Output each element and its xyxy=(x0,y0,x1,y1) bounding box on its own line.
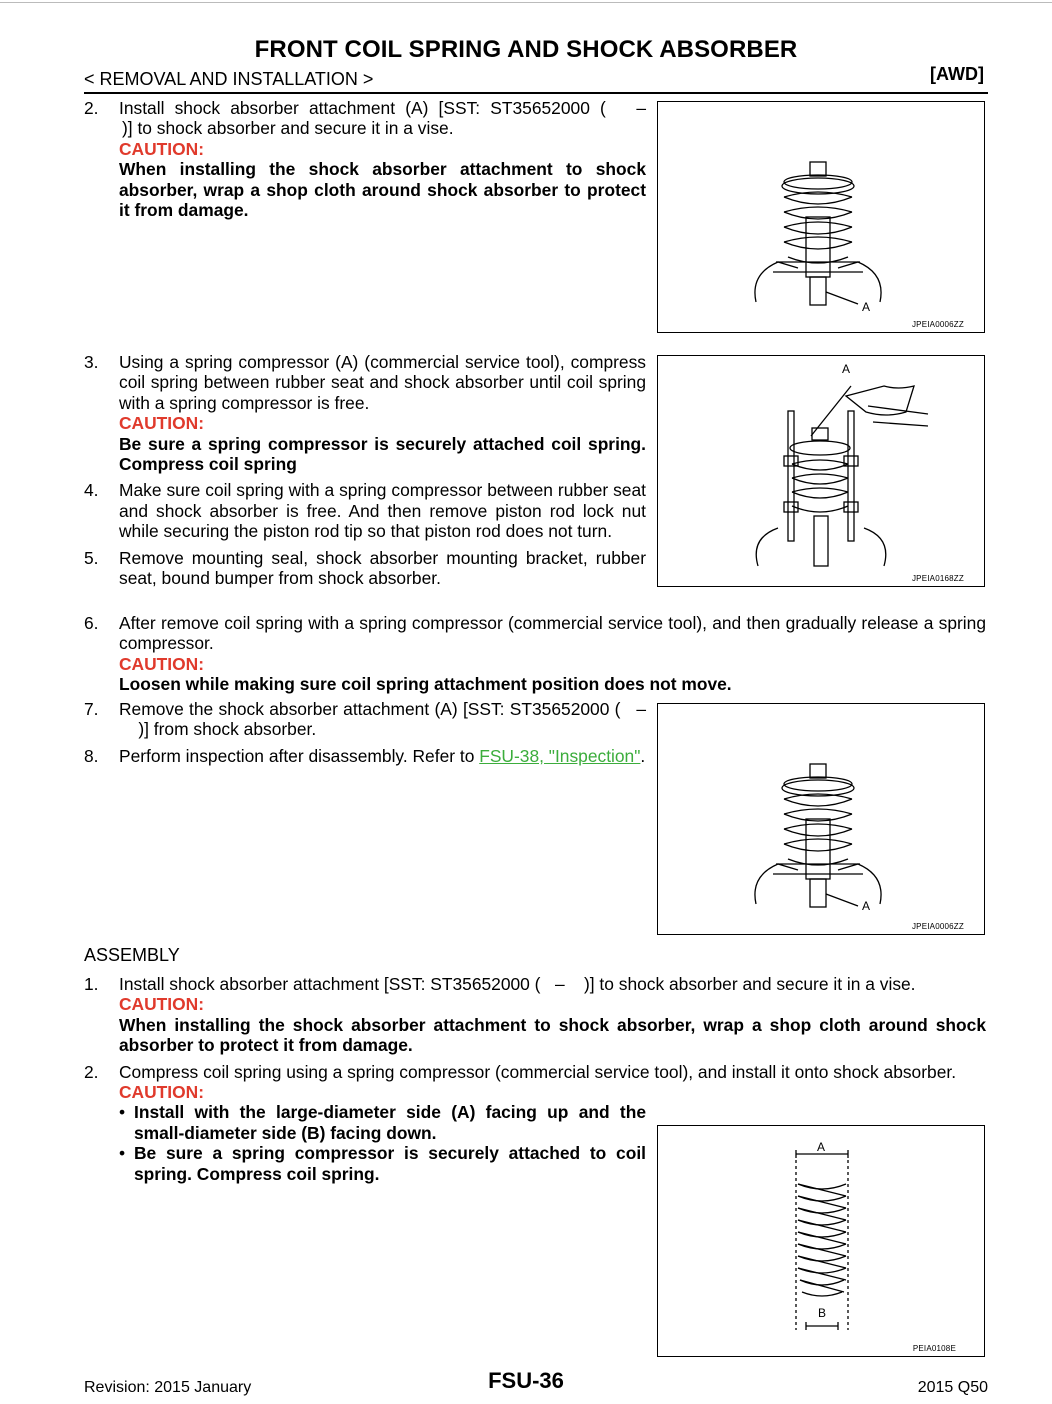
removal-step-4 xyxy=(84,480,646,541)
removal-step-6 xyxy=(84,613,986,695)
step-text: Compress coil spring using a spring compressor (commercial service tool), and install it onto shock absorber. xyxy=(119,1061,957,1082)
step-number: 8. xyxy=(84,745,99,766)
step-number: 5. xyxy=(84,547,99,568)
step-number: 2. xyxy=(84,98,99,118)
page-title: FRONT COIL SPRING AND SHOCK ABSORBER xyxy=(254,36,798,63)
shock-absorber-illustration xyxy=(658,704,984,934)
spring-compressor-illustration xyxy=(658,356,984,586)
revision-text: Revision: 2015 January xyxy=(84,1379,252,1396)
caution-text: When installing the shock absorber attachment to shock absorber, wrap a shop cloth around shock absorber to protect it from damage. xyxy=(119,1014,986,1056)
step-number: 2. xyxy=(84,1061,99,1082)
step-number: 1. xyxy=(84,974,99,994)
step-number: 4. xyxy=(84,480,99,501)
assembly-step-1 xyxy=(84,974,986,1056)
removal-step-7 xyxy=(84,699,646,740)
header-rule xyxy=(84,92,988,94)
figure-label-a: A xyxy=(842,362,851,376)
caution-text: When installing the shock absorber attachment to shock absorber, wrap a shop cloth around shock absorber to protect it from damage. xyxy=(119,159,646,221)
figure-label-a: A xyxy=(817,1140,826,1154)
step-number: 6. xyxy=(84,613,99,633)
step-text: Install shock absorber attachment (A) [SST: ST35652000 ( – xyxy=(119,98,646,118)
step-text: After remove coil spring with a spring compressor (commercial service tool), and then gradually release a spring compressor. xyxy=(119,613,986,654)
step-text-continued: )] to shock absorber and secure it in a vise. xyxy=(122,118,454,139)
caution-bullet: • Be sure a spring compressor is securely attached to coil spring. Compress coil spring. xyxy=(119,1143,646,1184)
caution-label: CAUTION: xyxy=(119,994,205,1015)
figure-caption: JPEIA0006ZZ xyxy=(911,922,964,931)
section-subtitle: < REMOVAL AND INSTALLATION > xyxy=(84,69,374,89)
figure-label-a: A xyxy=(862,300,871,314)
step-number: 7. xyxy=(84,699,99,719)
model-year: 2015 Q50 xyxy=(917,1379,988,1396)
assembly-heading: ASSEMBLY xyxy=(84,945,180,965)
figure-spring-compressor xyxy=(657,355,985,587)
page-number: FSU-36 xyxy=(488,1368,564,1393)
figure-shock-absorber-attachment xyxy=(657,703,985,935)
shock-absorber-illustration xyxy=(658,102,984,332)
caution-bullets xyxy=(119,1102,646,1184)
top-border xyxy=(0,2,1052,3)
inspection-link[interactable]: FSU-38, "Inspection" xyxy=(479,745,641,766)
removal-steps-7-8 xyxy=(84,699,646,766)
figure-caption: JPEIA0006ZZ xyxy=(911,320,964,329)
caution-text: Be sure a spring compressor is securely attached coil spring. Compress coil spring xyxy=(119,433,646,475)
caution-label: CAUTION: xyxy=(119,413,205,434)
step-text: Remove the shock absorber attachment (A) [SST: ST35652000 ( – )] from shock absorber. xyxy=(119,699,646,740)
removal-step-5 xyxy=(84,548,646,589)
caution-label: CAUTION: xyxy=(119,1082,205,1103)
removal-step-2 xyxy=(84,98,646,220)
figure-caption: PEIA0108E xyxy=(912,1344,956,1353)
caution-label: CAUTION: xyxy=(119,653,205,674)
step-text: Perform inspection after disassembly. Refer to xyxy=(119,745,480,766)
figure-label-a: A xyxy=(862,899,871,913)
removal-step-3 xyxy=(84,352,646,474)
removal-steps-3-5 xyxy=(84,352,646,588)
step-text: Make sure coil spring with a spring compressor between rubber seat and shock absorber is free. And then remove piston rod lock nut while securing the piston rod tip so that piston rod does not turn. xyxy=(119,480,646,542)
step-text-end: . xyxy=(640,745,646,766)
figure-label-b: B xyxy=(818,1306,827,1320)
step-text: Remove mounting seal, shock absorber mounting bracket, rubber seat, bound bumper from shock absorber. xyxy=(119,547,646,589)
model-tag: [AWD] xyxy=(930,64,984,84)
caution-text: Loosen while making sure coil spring attachment position does not move. xyxy=(119,674,732,695)
figure-coil-spring-orientation xyxy=(657,1125,985,1357)
caution-bullet: • Install with the large-diameter side (A) facing up and the small-diameter side (B) facing down. xyxy=(119,1102,646,1143)
step-text: Using a spring compressor (A) (commercial service tool), compress coil spring between rubber seat and shock absorber until coil spring with a spring compressor is free. xyxy=(119,352,646,413)
step-text: Install shock absorber attachment [SST: ST35652000 ( – )] to shock absorber and secure it in a vise. xyxy=(119,974,916,994)
caution-label: CAUTION: xyxy=(119,138,205,159)
removal-step-8 xyxy=(84,746,646,766)
figure-shock-absorber-in-vise xyxy=(657,101,985,333)
figure-caption: JPEIA0168ZZ xyxy=(911,574,964,583)
coil-spring-illustration xyxy=(658,1126,984,1356)
step-number: 3. xyxy=(84,352,99,372)
